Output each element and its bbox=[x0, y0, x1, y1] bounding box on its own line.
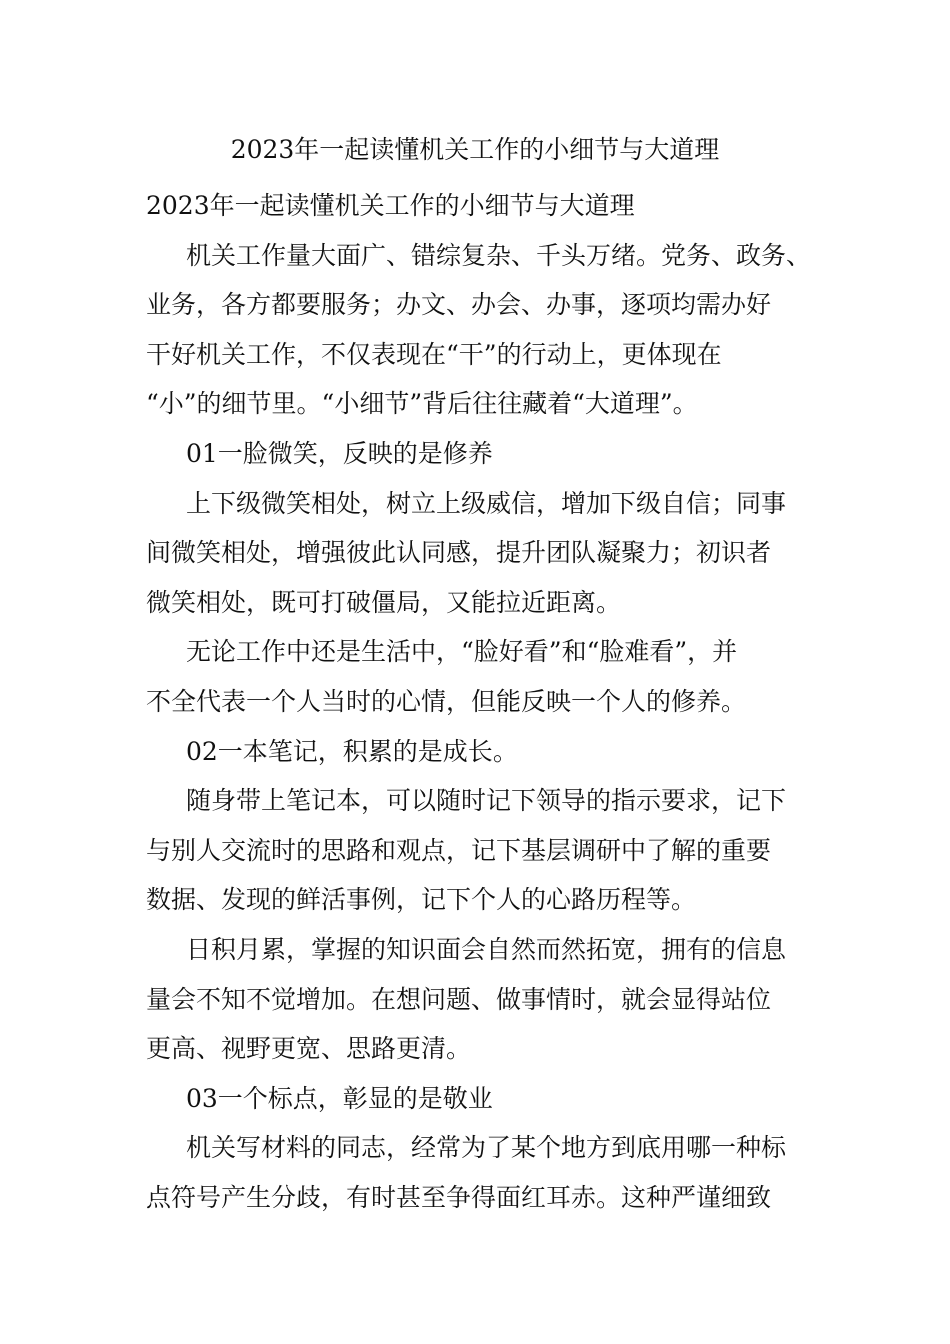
section-heading: 02一本笔记，积累的是成长。 bbox=[186, 736, 518, 766]
text-line: 机关工作量大面广、错综复杂、千头万绪。党务、政务、 bbox=[186, 240, 812, 270]
text-line: 无论工作中还是生活中，“脸好看”和“脸难看”，并 bbox=[186, 637, 738, 667]
document-title: 2023年一起读懂机关工作的小细节与大道理 bbox=[230, 135, 720, 164]
text-line: 不全代表一个人当时的心情，但能反映一个人的修养。 bbox=[146, 686, 747, 716]
text-line: 更高、视野更宽、思路更清。 bbox=[146, 1034, 472, 1064]
section-heading: 03一个标点，彰显的是敬业 bbox=[186, 1083, 493, 1113]
text-line: 干好机关工作，不仅表现在“干”的行动上，更体现在 bbox=[146, 339, 722, 369]
text-line: 上下级微笑相处，树立上级威信，增加下级自信；同事 bbox=[186, 488, 787, 518]
text-line: 数据、发现的鲜活事例，记下个人的心路历程等。 bbox=[146, 885, 697, 915]
document-body bbox=[146, 181, 826, 1222]
text-line: 业务，各方都要服务；办文、办会、办事，逐项均需办好 bbox=[146, 290, 772, 320]
text-line: “小”的细节里。“小细节”背后往往藏着“大道理”。 bbox=[146, 389, 698, 419]
section-heading: 01一脸微笑，反映的是修养 bbox=[186, 438, 493, 468]
text-line: 2023年一起读懂机关工作的小细节与大道理 bbox=[146, 191, 635, 220]
text-line: 量会不知不觉增加。在想问题、做事情时，就会显得站位 bbox=[146, 984, 772, 1014]
text-line: 机关写材料的同志，经常为了某个地方到底用哪一种标 bbox=[186, 1133, 787, 1163]
text-line: 随身带上笔记本，可以随时记下领导的指示要求，记下 bbox=[186, 786, 787, 816]
text-line: 微笑相处，既可打破僵局，又能拉近距离。 bbox=[146, 587, 622, 617]
text-line: 间微笑相处，增强彼此认同感，提升团队凝聚力；初识者 bbox=[146, 538, 772, 568]
text-line: 日积月累，掌握的知识面会自然而然拓宽，拥有的信息 bbox=[186, 934, 787, 964]
text-line: 与别人交流时的思路和观点，记下基层调研中了解的重要 bbox=[146, 835, 772, 865]
text-line: 点符号产生分歧，有时甚至争得面红耳赤。这种严谨细致 bbox=[146, 1182, 772, 1212]
